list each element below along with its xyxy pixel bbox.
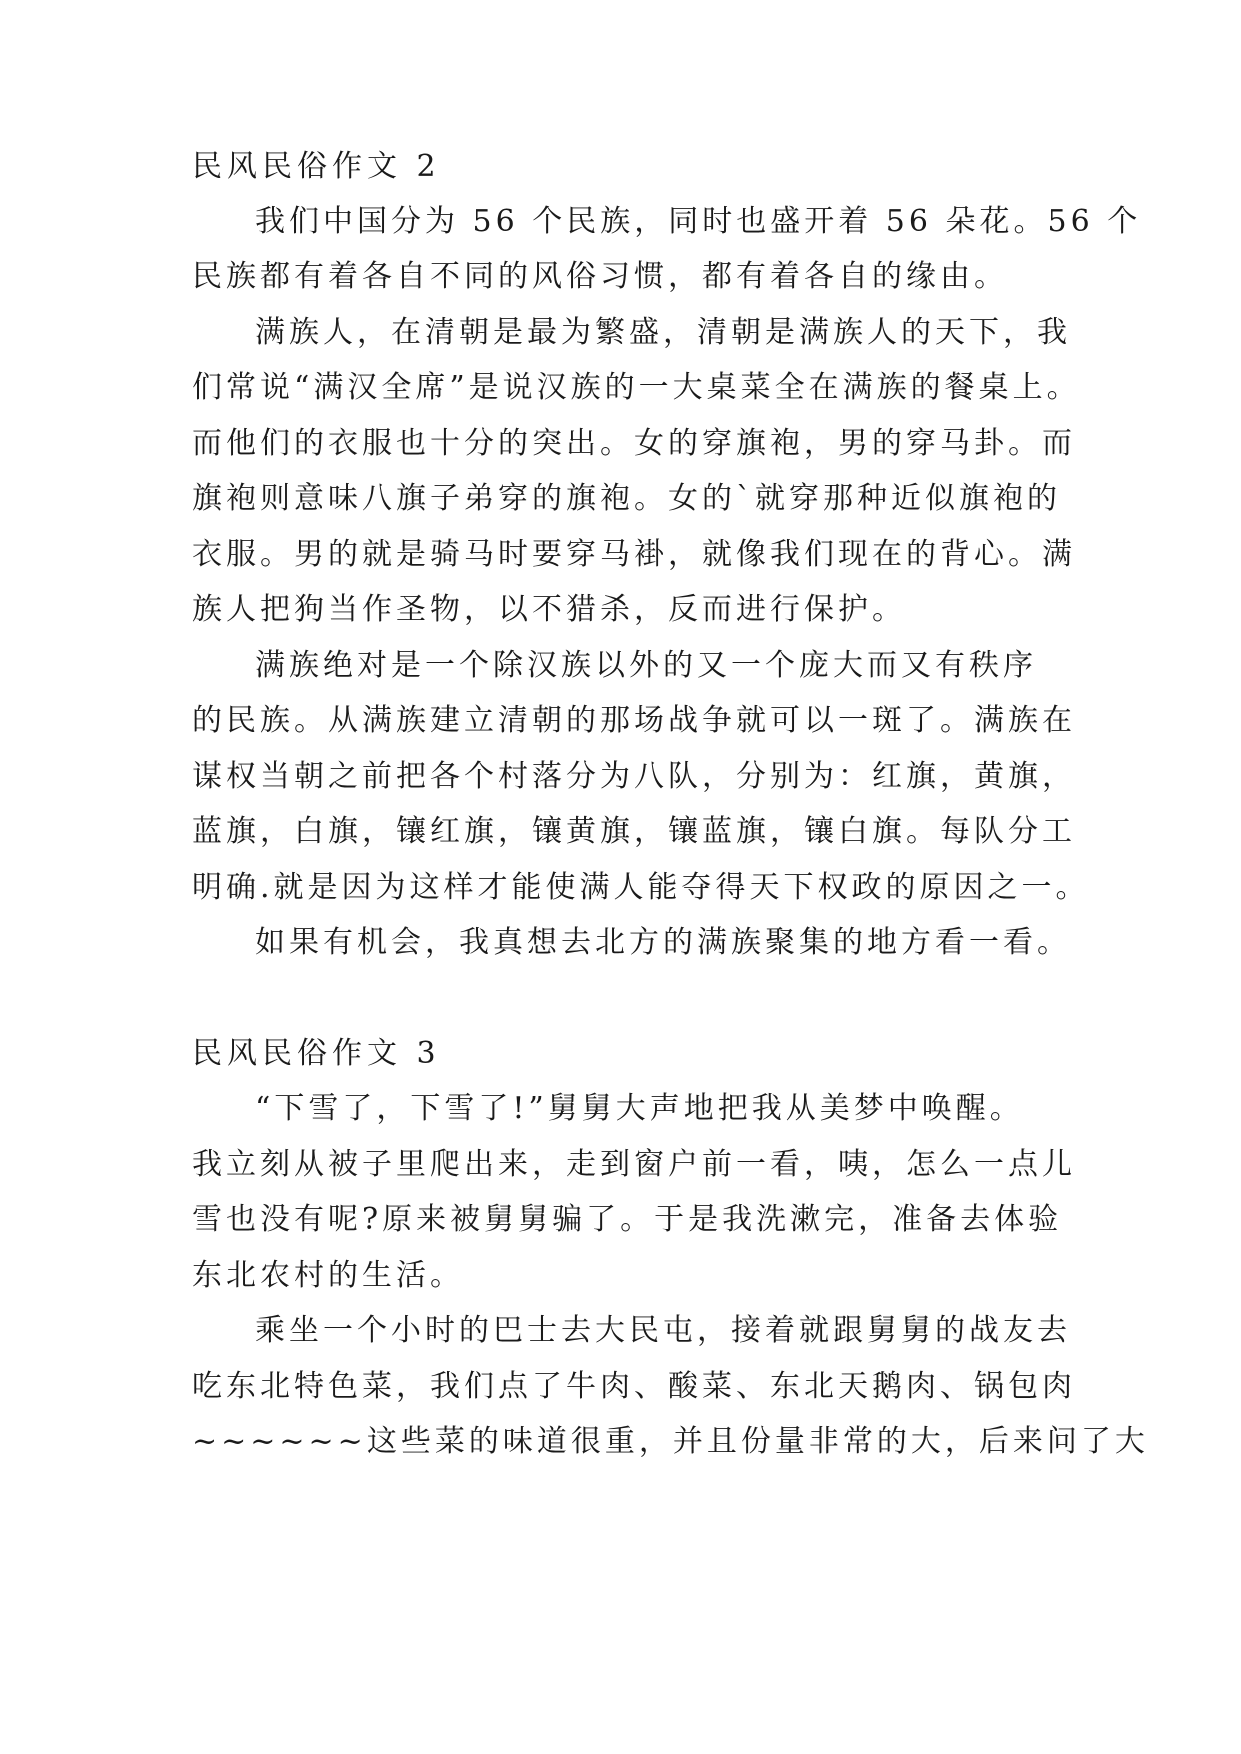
paragraph-line: 雪也没有呢?原来被舅舅骗了。于是我洗漱完，准备去体验 xyxy=(192,1202,1063,1237)
paragraph-line: 我立刻从被子里爬出来，走到窗户前一看，咦，怎么一点儿 xyxy=(192,1147,1076,1182)
paragraph-line: 们常说“满汉全席”是说汉族的一大桌菜全在满族的餐桌上。 xyxy=(192,370,1081,405)
paragraph-line: 东北农村的生活。 xyxy=(192,1258,464,1293)
paragraph-line: 明确.就是因为这样才能使满人能夺得天下权政的原因之一。 xyxy=(192,870,1090,905)
paragraph-line: “下雪了，下雪了!”舅舅大声地把我从美梦中唤醒。 xyxy=(255,1091,1024,1126)
paragraph-line: 旗袍则意味八旗子弟穿的旗袍。女的`就穿那种近似旗袍的 xyxy=(192,481,1061,516)
paragraph-line: 民族都有着各自不同的风俗习惯，都有着各自的缘由。 xyxy=(192,259,1008,294)
paragraph-line: 衣服。男的就是骑马时要穿马褂，就像我们现在的背心。满 xyxy=(192,537,1076,572)
paragraph-line: 谋权当朝之前把各个村落分为八队，分别为：红旗，黄旗， xyxy=(192,759,1076,794)
paragraph-line: 如果有机会，我真想去北方的满族聚集的地方看一看。 xyxy=(255,925,1071,960)
paragraph-line: 满族人，在清朝是最为繁盛，清朝是满族人的天下，我 xyxy=(255,315,1071,350)
section-3-title: 民风民俗作文 3 xyxy=(192,1036,441,1071)
paragraph-line: 而他们的衣服也十分的突出。女的穿旗袍，男的穿马卦。而 xyxy=(192,426,1076,461)
paragraph-line: 族人把狗当作圣物，以不猎杀，反而进行保护。 xyxy=(192,592,906,627)
paragraph-line: 乘坐一个小时的巴士去大民屯，接着就跟舅舅的战友去 xyxy=(255,1313,1071,1348)
paragraph-line: 蓝旗，白旗，镶红旗，镶黄旗，镶蓝旗，镶白旗。每队分工 xyxy=(192,814,1076,849)
paragraph-line: 满族绝对是一个除汉族以外的又一个庞大而又有秩序 xyxy=(255,648,1037,683)
paragraph-line: ~~~~~~这些菜的味道很重，并且份量非常的大，后来问了大 xyxy=(192,1424,1149,1459)
paragraph-line: 吃东北特色菜，我们点了牛肉、酸菜、东北天鹅肉、锅包肉 xyxy=(192,1369,1076,1404)
paragraph-line: 的民族。从满族建立清朝的那场战争就可以一斑了。满族在 xyxy=(192,703,1076,738)
section-2-title: 民风民俗作文 2 xyxy=(192,149,441,184)
paragraph-line: 我们中国分为 56 个民族，同时也盛开着 56 朵花。56 个 xyxy=(255,204,1142,239)
